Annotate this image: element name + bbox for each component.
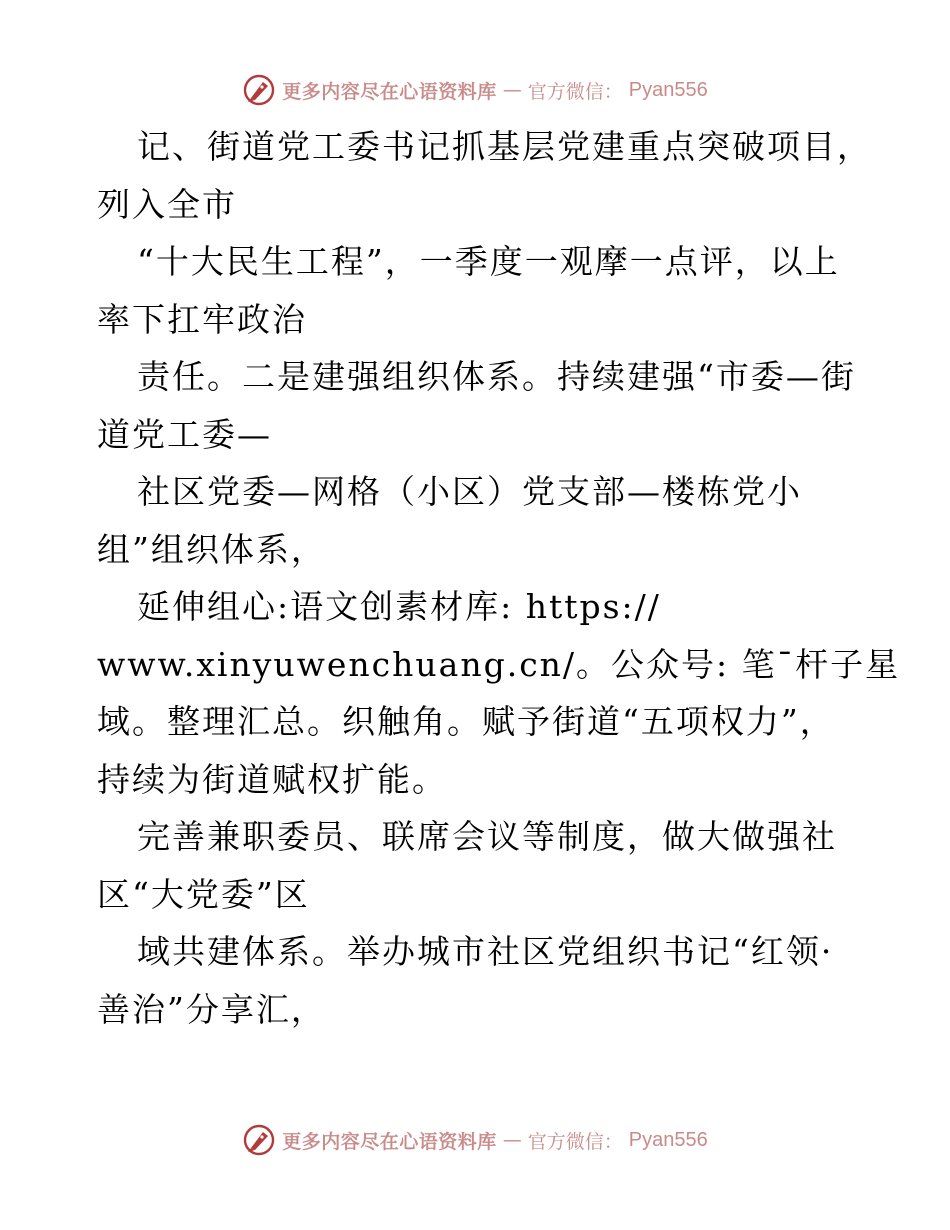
body-line: 完善兼职委员、联席会议等制度，做大做强社: [137, 817, 837, 856]
body-line: 区“大党委”区: [97, 874, 310, 914]
header-watermark-wechat-id: Pyan556: [628, 78, 708, 101]
body-line: 延伸组心:语文创素材库: https://: [137, 587, 661, 626]
body-line: 率下扛牢政治: [97, 299, 307, 339]
footer-watermark-separator: —: [502, 1129, 522, 1151]
body-line: “十大民生工程”，一季度一观摩一点评，以上: [137, 242, 840, 281]
document-body: [97, 118, 901, 1038]
body-line: 组”组织体系，: [97, 529, 326, 569]
body-line: 道党工委—: [97, 414, 272, 454]
footer-watermark-wechat-label: 官方微信：: [527, 1130, 623, 1153]
footer-watermark-wechat-id: Pyan556: [628, 1128, 708, 1151]
pen-nib-logo-icon: [242, 73, 276, 107]
header-watermark-banner: [0, 70, 950, 110]
pen-nib-logo-icon: [242, 1123, 276, 1157]
body-line: 列入全市: [97, 184, 237, 224]
footer-watermark-banner: [0, 1120, 950, 1160]
body-line: 责任。二是建强组织体系。持续建强“市委—街: [137, 357, 856, 396]
body-line: www.xinyuwenchuang.cn/。公众号: 笔¯杆子星: [97, 644, 901, 684]
footer-watermark-content: [242, 1123, 708, 1157]
header-watermark-separator: —: [502, 79, 522, 101]
header-watermark-wechat-label: 官方微信：: [527, 80, 623, 103]
body-line: 善治”分享汇，: [97, 989, 326, 1029]
header-watermark-site: 更多内容尽在心语资料库: [282, 80, 497, 103]
body-line: 记、街道党工委书记抓基层党建重点突破项目，: [137, 127, 872, 166]
body-line: 持续为街道赋权扩能。: [97, 759, 447, 799]
body-line: 域共建体系。举办城市社区党组织书记“红领·: [137, 932, 834, 971]
header-watermark-content: [242, 73, 708, 107]
body-line: 域。整理汇总。织触角。赋予街道“五项权力”，: [97, 702, 835, 741]
body-line: 社区党委—网格（小区）党支部—楼栋党小: [137, 472, 802, 511]
footer-watermark-site: 更多内容尽在心语资料库: [282, 1130, 497, 1153]
